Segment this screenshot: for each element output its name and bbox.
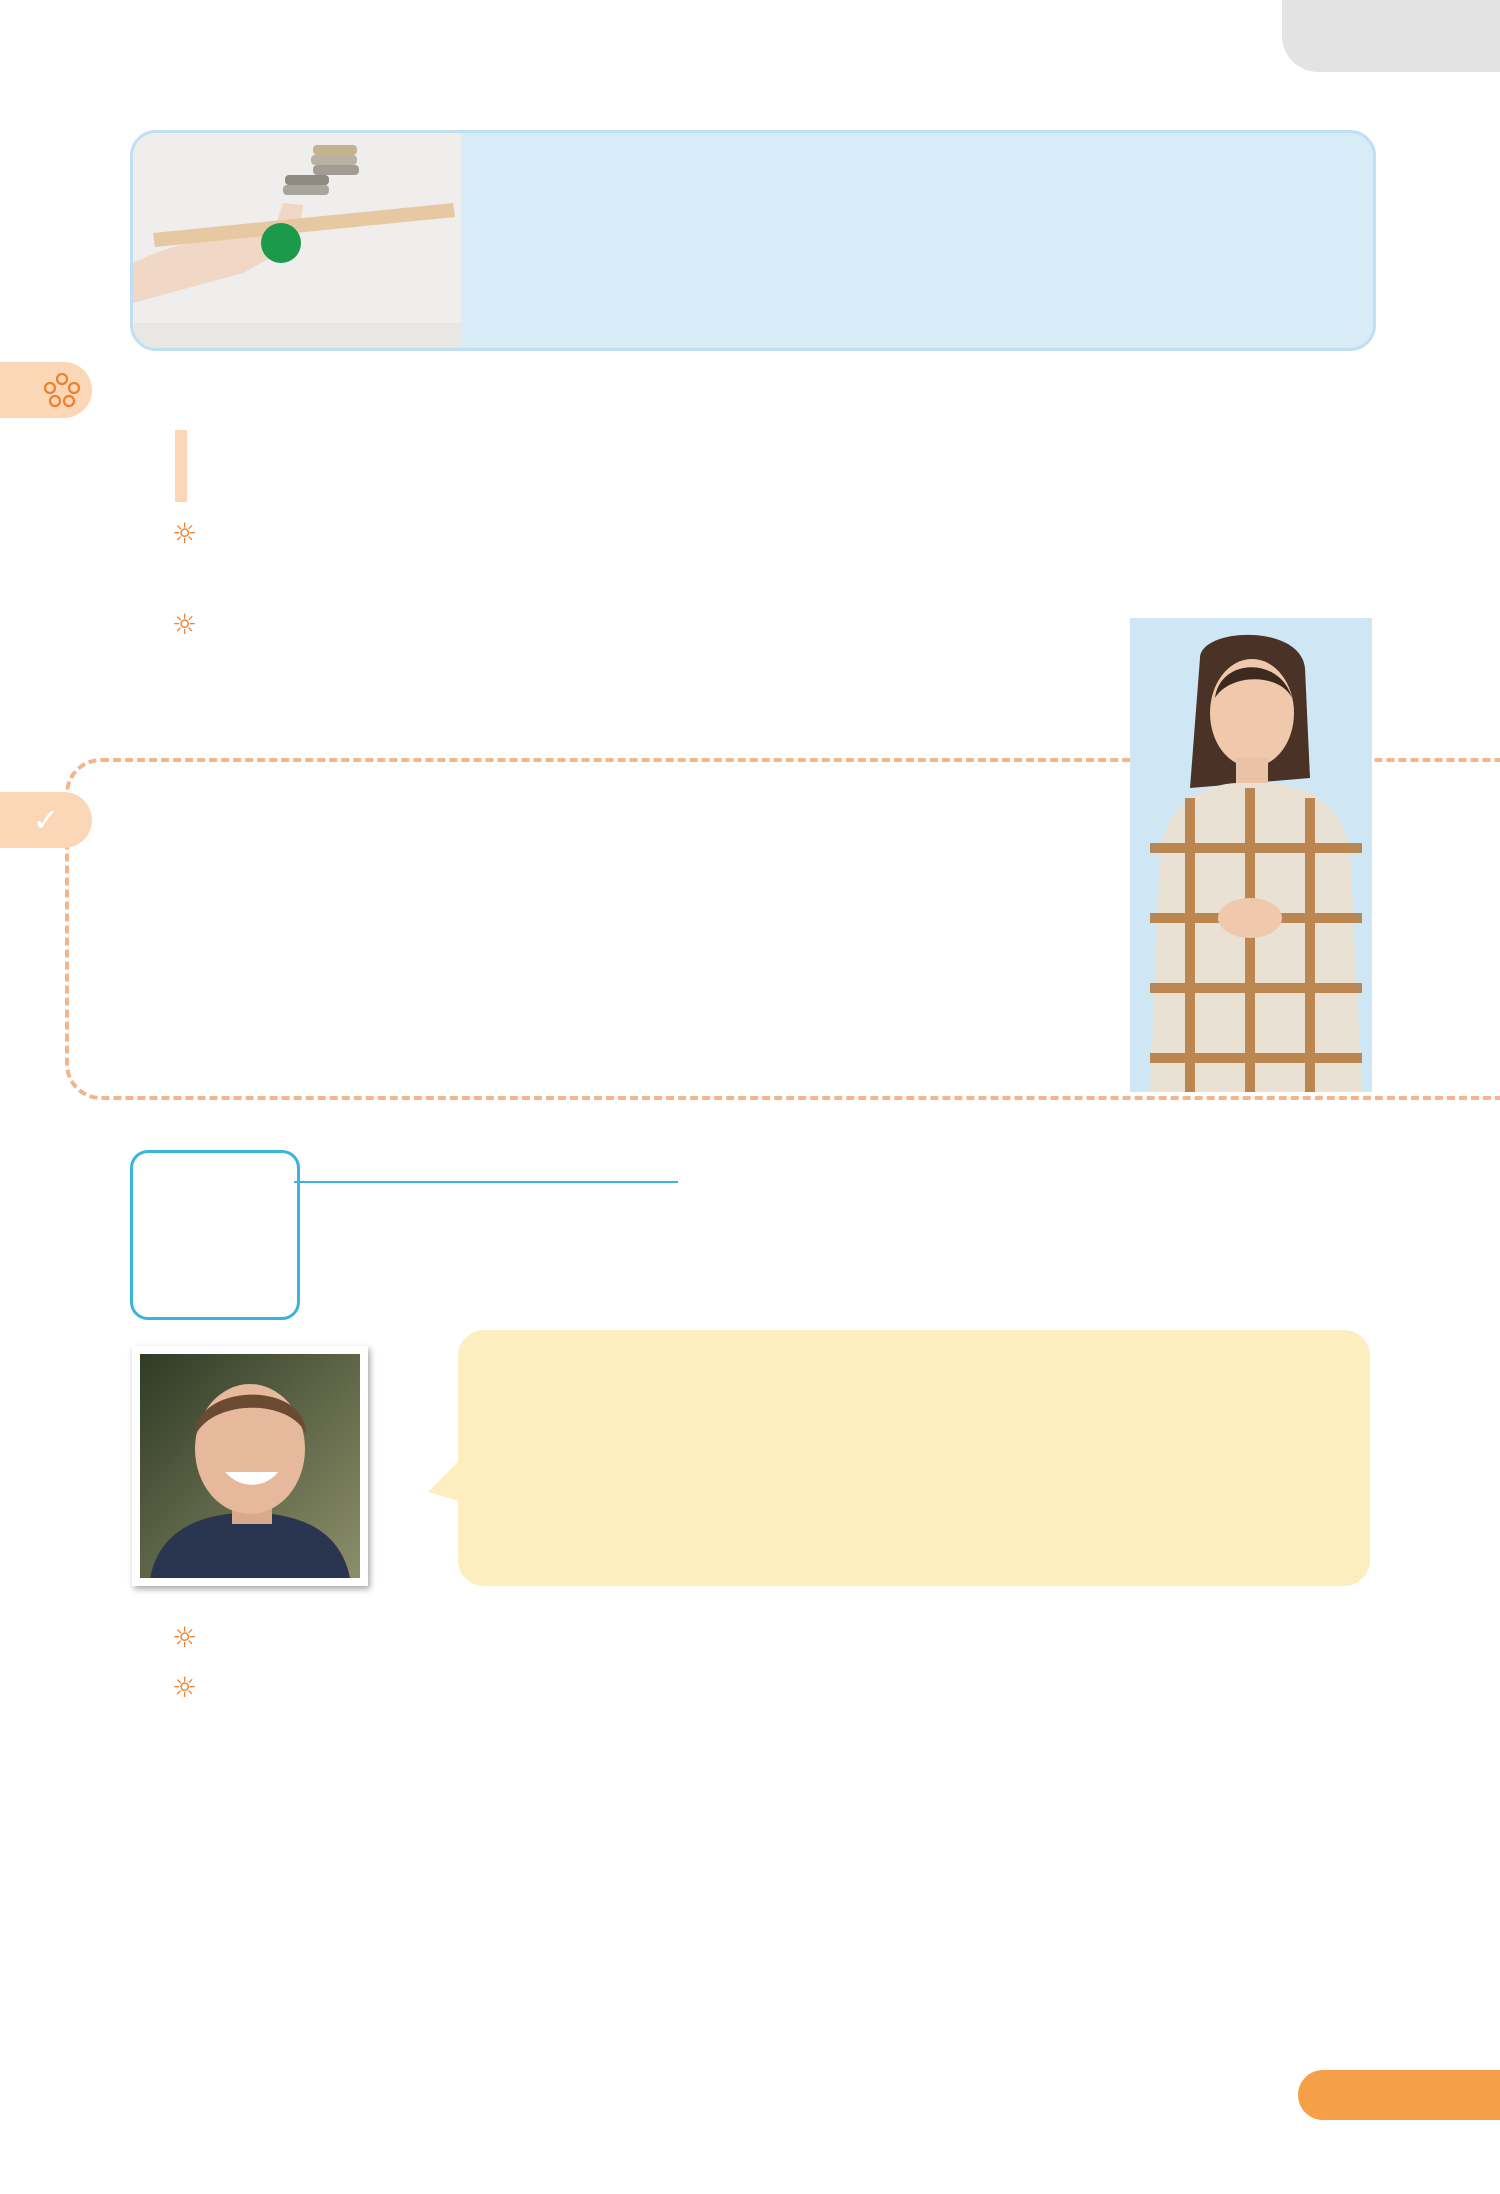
sun-bullet-icon: ☼ — [172, 1671, 198, 1704]
bottom-dots-decoration — [0, 2014, 1500, 2022]
sun-bullet-icon: ☼ — [172, 517, 198, 550]
page-number — [1298, 2070, 1500, 2120]
sun-bullet-icon: ☼ — [172, 608, 198, 641]
qr-code-icon — [147, 1167, 283, 1303]
link-underline — [294, 1181, 678, 1183]
check-icon: ✓ — [32, 801, 60, 839]
group-icon — [40, 368, 84, 412]
task-4-bullet — [172, 605, 1098, 645]
question-bullet — [172, 1668, 1380, 1708]
sun-bullet-icon: ☼ — [172, 1621, 198, 1654]
qr-code-frame[interactable] — [130, 1150, 300, 1320]
task-4-bullet — [172, 514, 1380, 554]
zuckerberg-photo — [132, 1346, 368, 1586]
coins-balance-photo — [133, 133, 461, 348]
girl-photo — [1130, 618, 1372, 1092]
intro-box — [130, 130, 1376, 351]
summary-tab — [0, 792, 92, 848]
quote-box — [458, 1330, 1370, 1586]
scenario-bar — [175, 430, 187, 502]
quote-bubble-tail — [428, 1458, 462, 1502]
toc-tab[interactable] — [1282, 0, 1500, 72]
top-dots-decoration — [20, 50, 1290, 74]
question-bullet — [172, 1618, 1380, 1658]
group-work-tab — [0, 362, 92, 418]
summary-list — [130, 790, 1020, 820]
